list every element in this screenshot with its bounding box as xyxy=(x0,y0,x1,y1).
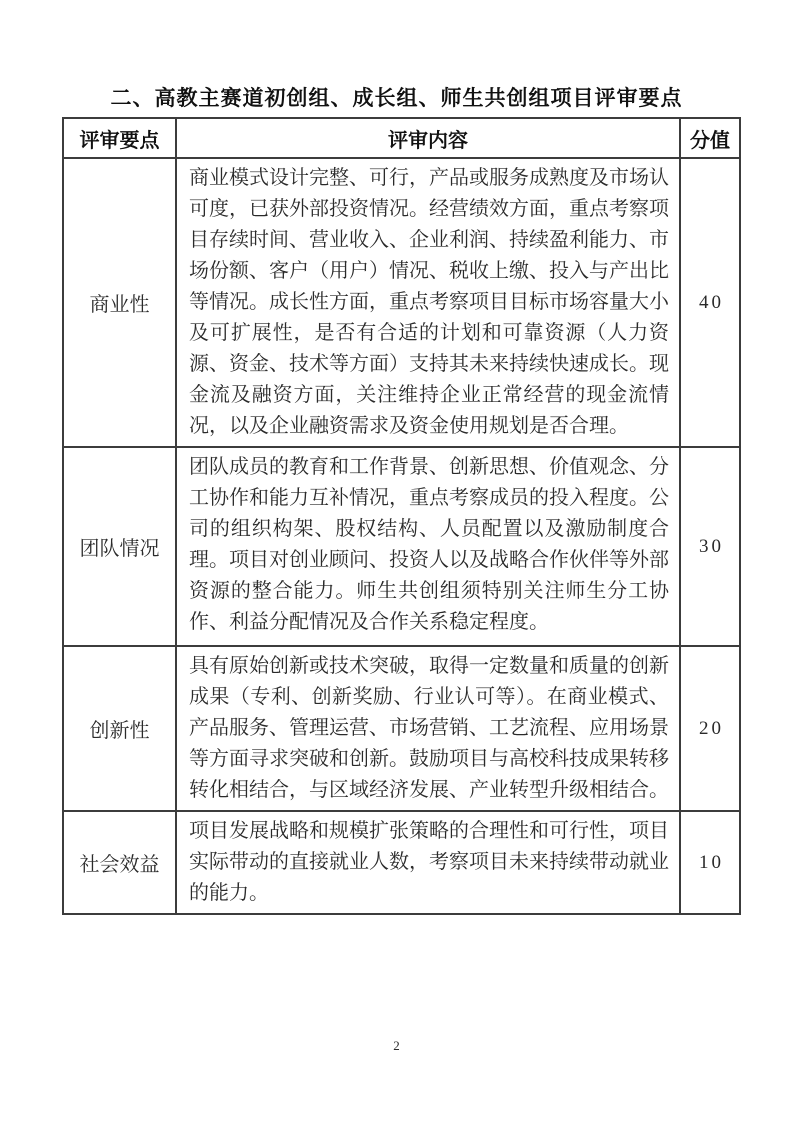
aspect-cell: 团队情况 xyxy=(63,447,176,646)
score-cell: 40 xyxy=(680,158,740,447)
column-header-score: 分值 xyxy=(680,118,740,158)
content-cell: 团队成员的教育和工作背景、创新思想、价值观念、分工协作和能力互补情况，重点考察成员的投入程度。公司的组织构架、股权结构、人员配置以及激励制度合理。项目对创业顾问、投资人以及战略合作伙伴等外部资源的整合能力。师生共创组须特别关注师生分工协作、利益分配情况及合作关系稳定程度。 xyxy=(176,447,680,646)
score-cell: 20 xyxy=(680,646,740,811)
score-cell: 30 xyxy=(680,447,740,646)
table-row xyxy=(63,811,740,914)
table-header-row xyxy=(63,118,740,158)
aspect-cell: 创新性 xyxy=(63,646,176,811)
page-title: 二、高教主赛道初创组、成长组、师生共创组项目评审要点 xyxy=(110,87,683,110)
page-number: 2 xyxy=(393,1038,400,1053)
content-cell: 具有原始创新或技术突破，取得一定数量和质量的创新成果（专利、创新奖励、行业认可等）。在商业模式、产品服务、管理运营、市场营销、工艺流程、应用场景等方面寻求突破和创新。鼓励项目与高校科技成果转移转化相结合，与区域经济发展、产业转型升级相结合。 xyxy=(176,646,680,811)
aspect-cell: 商业性 xyxy=(63,158,176,447)
table-row xyxy=(63,447,740,646)
content-cell: 项目发展战略和规模扩张策略的合理性和可行性，项目实际带动的直接就业人数，考察项目未来持续带动就业的能力。 xyxy=(176,811,680,914)
table-row xyxy=(63,646,740,811)
content-cell: 商业模式设计完整、可行，产品或服务成熟度及市场认可度，已获外部投资情况。经营绩效方面，重点考察项目存续时间、营业收入、企业利润、持续盈利能力、市场份额、客户（用户）情况、税收上缴、投入与产出比等情况。成长性方面，重点考察项目目标市场容量大小及可扩展性，是否有合适的计划和可靠资源（人力资源、资金、技术等方面）支持其未来持续快速成长。现金流及融资方面，关注维持企业正常经营的现金流情况，以及企业融资需求及资金使用规划是否合理。 xyxy=(176,158,680,447)
column-header-content: 评审内容 xyxy=(176,118,680,158)
column-header-aspect: 评审要点 xyxy=(63,118,176,158)
review-criteria-table xyxy=(62,117,741,915)
aspect-cell: 社会效益 xyxy=(63,811,176,914)
table-row xyxy=(63,158,740,447)
score-cell: 10 xyxy=(680,811,740,914)
